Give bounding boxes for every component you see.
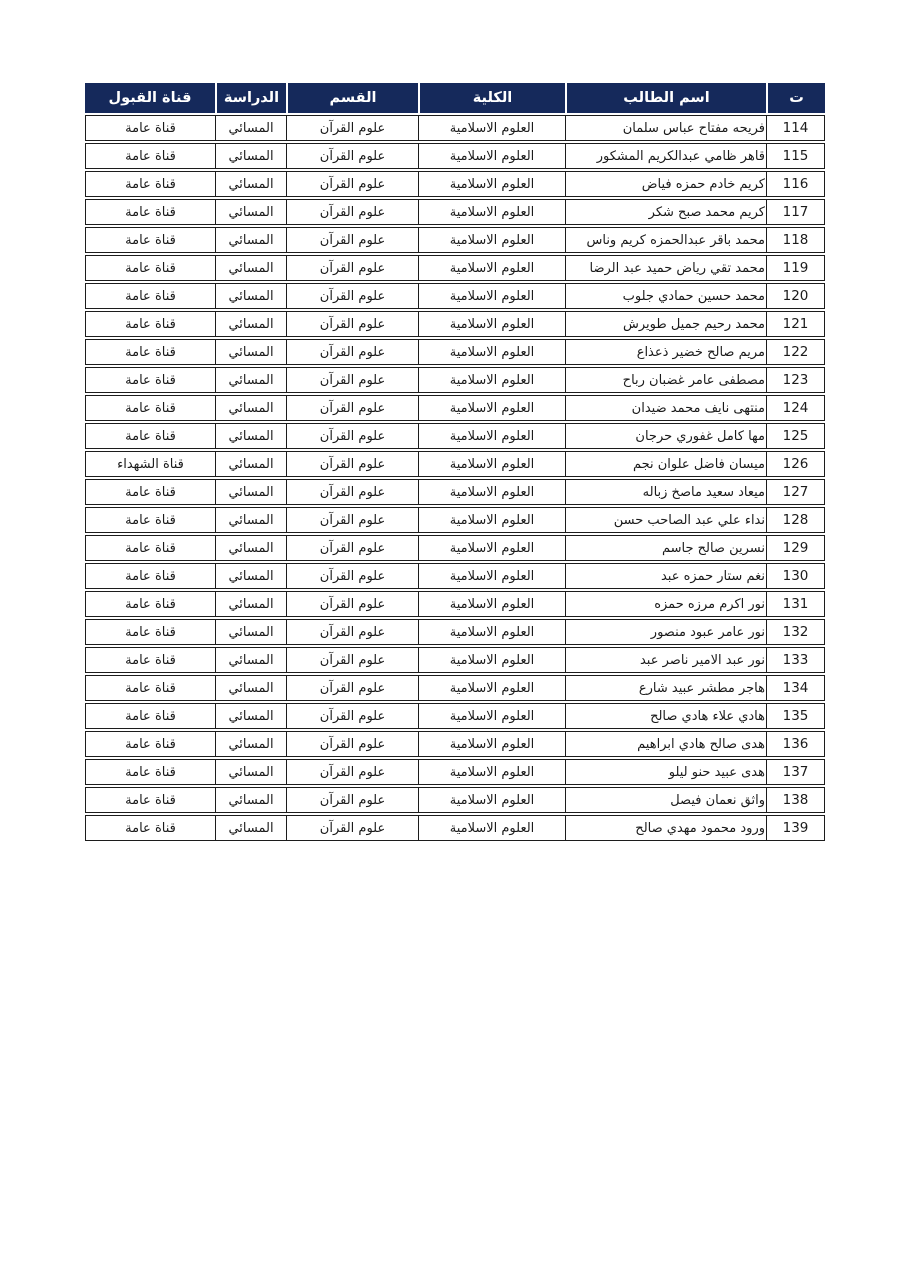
cell-student-name: نور عبد الامير ناصر عبد: [566, 648, 767, 672]
cell-admission-channel: قناة عامة: [86, 396, 216, 420]
cell-admission-channel: قناة عامة: [86, 424, 216, 448]
cell-college: العلوم الاسلامية: [419, 368, 566, 392]
cell-student-name: محمد حسين حمادي جلوب: [566, 284, 767, 308]
cell-study: المسائي: [216, 732, 287, 756]
cell-department: علوم القرآن: [287, 592, 419, 616]
cell-serial: 139: [782, 820, 809, 836]
table-row: [85, 563, 825, 589]
cell-department: علوم القرآن: [287, 536, 419, 560]
cell-study: المسائي: [216, 144, 287, 168]
cell-study: المسائي: [216, 200, 287, 224]
cell-student-name: محمد تقي رياض حميد عبد الرضا: [566, 256, 767, 280]
cell-department: علوم القرآن: [287, 788, 419, 812]
cell-admission-channel: قناة عامة: [86, 704, 216, 728]
cell-serial: 116: [782, 176, 809, 192]
cell-admission-channel: قناة عامة: [86, 144, 216, 168]
cell-admission-channel: قناة عامة: [86, 564, 216, 588]
cell-college: العلوم الاسلامية: [419, 788, 566, 812]
cell-student-name: نور اكرم مرزه حمزه: [566, 592, 767, 616]
cell-serial: 132: [782, 624, 809, 640]
cell-admission-channel: قناة عامة: [86, 284, 216, 308]
table-row: [85, 283, 825, 309]
cell-student-name: نداء علي عبد الصاحب حسن: [566, 508, 767, 532]
cell-college: العلوم الاسلامية: [419, 480, 566, 504]
cell-department: علوم القرآن: [287, 620, 419, 644]
cell-department: علوم القرآن: [287, 452, 419, 476]
cell-student-name: نسرين صالح جاسم: [566, 536, 767, 560]
cell-serial: 133: [782, 652, 809, 668]
table-row: [85, 787, 825, 813]
cell-admission-channel: قناة عامة: [86, 648, 216, 672]
cell-student-name: كريم محمد صبح شكر: [566, 200, 767, 224]
cell-college: العلوم الاسلامية: [419, 816, 566, 840]
cell-college: العلوم الاسلامية: [419, 424, 566, 448]
cell-department: علوم القرآن: [287, 228, 419, 252]
table-body: [85, 115, 825, 841]
cell-study: المسائي: [216, 172, 287, 196]
cell-department: علوم القرآن: [287, 816, 419, 840]
cell-serial: 114: [782, 120, 809, 136]
cell-college: العلوم الاسلامية: [419, 732, 566, 756]
cell-student-name: كريم خادم حمزه فياض: [566, 172, 767, 196]
cell-college: العلوم الاسلامية: [419, 452, 566, 476]
cell-admission-channel: قناة عامة: [86, 228, 216, 252]
cell-student-name: ورود محمود مهدي صالح: [566, 816, 767, 840]
cell-admission-channel: قناة عامة: [86, 676, 216, 700]
cell-college: العلوم الاسلامية: [419, 228, 566, 252]
cell-study: المسائي: [216, 704, 287, 728]
cell-serial: 115: [782, 148, 809, 164]
cell-study: المسائي: [216, 452, 287, 476]
cell-college: العلوم الاسلامية: [419, 116, 566, 140]
cell-student-name: هاجر مطشر عبيد شارع: [566, 676, 767, 700]
cell-student-name: مريم صالح خضير ذعذاع: [566, 340, 767, 364]
table-row: [85, 115, 825, 141]
cell-department: علوم القرآن: [287, 704, 419, 728]
cell-admission-channel: قناة عامة: [86, 480, 216, 504]
header-serial: ت: [768, 83, 825, 113]
cell-serial: 124: [782, 400, 809, 416]
cell-student-name: ميعاد سعيد ماصخ زباله: [566, 480, 767, 504]
cell-college: العلوم الاسلامية: [419, 620, 566, 644]
cell-college: العلوم الاسلامية: [419, 396, 566, 420]
table-row: [85, 395, 825, 421]
cell-college: العلوم الاسلامية: [419, 284, 566, 308]
cell-admission-channel: قناة عامة: [86, 116, 216, 140]
cell-admission-channel: قناة عامة: [86, 312, 216, 336]
table-row: [85, 535, 825, 561]
cell-college: العلوم الاسلامية: [419, 564, 566, 588]
header-study: الدراسة: [217, 83, 288, 113]
cell-serial: 136: [782, 736, 809, 752]
cell-study: المسائي: [216, 620, 287, 644]
table-row: [85, 171, 825, 197]
cell-serial: 135: [782, 708, 809, 724]
cell-study: المسائي: [216, 480, 287, 504]
cell-department: علوم القرآن: [287, 172, 419, 196]
cell-admission-channel: قناة الشهداء: [86, 452, 216, 476]
cell-serial: 121: [782, 316, 809, 332]
table-row: [85, 227, 825, 253]
cell-study: المسائي: [216, 340, 287, 364]
cell-serial: 129: [782, 540, 809, 556]
header-admission-channel: قناة القبول: [85, 83, 217, 113]
cell-college: العلوم الاسلامية: [419, 312, 566, 336]
cell-admission-channel: قناة عامة: [86, 816, 216, 840]
cell-student-name: منتهى نايف محمد ضيدان: [566, 396, 767, 420]
cell-study: المسائي: [216, 676, 287, 700]
cell-serial: 117: [782, 204, 809, 220]
cell-serial: 123: [782, 372, 809, 388]
cell-college: العلوم الاسلامية: [419, 704, 566, 728]
cell-department: علوم القرآن: [287, 396, 419, 420]
cell-serial: 118: [782, 232, 809, 248]
table-row: [85, 367, 825, 393]
cell-college: العلوم الاسلامية: [419, 592, 566, 616]
cell-department: علوم القرآن: [287, 732, 419, 756]
cell-department: علوم القرآن: [287, 564, 419, 588]
cell-admission-channel: قناة عامة: [86, 172, 216, 196]
cell-study: المسائي: [216, 760, 287, 784]
cell-student-name: محمد رحيم جميل طويرش: [566, 312, 767, 336]
cell-student-name: هدى صالح هادي ابراهيم: [566, 732, 767, 756]
cell-student-name: محمد باقر عبدالحمزه كريم وناس: [566, 228, 767, 252]
cell-department: علوم القرآن: [287, 312, 419, 336]
cell-student-name: واثق نعمان فيصل: [566, 788, 767, 812]
cell-study: المسائي: [216, 256, 287, 280]
cell-department: علوم القرآن: [287, 648, 419, 672]
cell-study: المسائي: [216, 312, 287, 336]
cell-college: العلوم الاسلامية: [419, 536, 566, 560]
table-row: [85, 199, 825, 225]
cell-college: العلوم الاسلامية: [419, 144, 566, 168]
table-row: [85, 255, 825, 281]
cell-admission-channel: قناة عامة: [86, 788, 216, 812]
cell-study: المسائي: [216, 788, 287, 812]
students-table: [85, 83, 825, 843]
cell-serial: 120: [782, 288, 809, 304]
table-row: [85, 731, 825, 757]
cell-serial: 125: [782, 428, 809, 444]
cell-college: العلوم الاسلامية: [419, 508, 566, 532]
cell-student-name: هادي علاء هادي صالح: [566, 704, 767, 728]
cell-department: علوم القرآن: [287, 256, 419, 280]
table-row: [85, 423, 825, 449]
header-student-name: اسم الطالب: [567, 83, 768, 113]
cell-department: علوم القرآن: [287, 340, 419, 364]
table-row: [85, 591, 825, 617]
table-row: [85, 339, 825, 365]
table-row: [85, 647, 825, 673]
cell-study: المسائي: [216, 564, 287, 588]
table-row: [85, 479, 825, 505]
cell-serial: 131: [782, 596, 809, 612]
cell-student-name: فريحه مفتاح عباس سلمان: [566, 116, 767, 140]
cell-study: المسائي: [216, 508, 287, 532]
cell-department: علوم القرآن: [287, 200, 419, 224]
cell-college: العلوم الاسلامية: [419, 200, 566, 224]
cell-study: المسائي: [216, 424, 287, 448]
table-row: [85, 759, 825, 785]
cell-serial: 122: [782, 344, 809, 360]
cell-department: علوم القرآن: [287, 676, 419, 700]
cell-serial: 119: [782, 260, 809, 276]
cell-department: علوم القرآن: [287, 284, 419, 308]
cell-department: علوم القرآن: [287, 424, 419, 448]
cell-admission-channel: قناة عامة: [86, 620, 216, 644]
table-row: [85, 675, 825, 701]
cell-college: العلوم الاسلامية: [419, 172, 566, 196]
cell-student-name: مها كامل غفوري حرجان: [566, 424, 767, 448]
cell-admission-channel: قناة عامة: [86, 508, 216, 532]
cell-student-name: مصطفى عامر غضبان رباح: [566, 368, 767, 392]
table-row: [85, 507, 825, 533]
cell-college: العلوم الاسلامية: [419, 648, 566, 672]
cell-admission-channel: قناة عامة: [86, 536, 216, 560]
table-row: [85, 451, 825, 477]
table-header-row: [85, 83, 825, 113]
table-row: [85, 815, 825, 841]
cell-student-name: نور عامر عبود منصور: [566, 620, 767, 644]
cell-study: المسائي: [216, 536, 287, 560]
cell-department: علوم القرآن: [287, 508, 419, 532]
cell-serial: 130: [782, 568, 809, 584]
cell-admission-channel: قناة عامة: [86, 256, 216, 280]
cell-serial: 127: [782, 484, 809, 500]
cell-serial: 134: [782, 680, 809, 696]
cell-admission-channel: قناة عامة: [86, 340, 216, 364]
cell-student-name: ميسان فاضل علوان نجم: [566, 452, 767, 476]
cell-serial: 126: [782, 456, 809, 472]
cell-department: علوم القرآن: [287, 480, 419, 504]
cell-study: المسائي: [216, 116, 287, 140]
cell-college: العلوم الاسلامية: [419, 760, 566, 784]
header-college: الكلية: [420, 83, 567, 113]
table-row: [85, 619, 825, 645]
cell-student-name: هدى عبيد حنو ليلو: [566, 760, 767, 784]
header-department: القسم: [288, 83, 420, 113]
cell-department: علوم القرآن: [287, 368, 419, 392]
cell-student-name: نغم ستار حمزه عبد: [566, 564, 767, 588]
cell-department: علوم القرآن: [287, 144, 419, 168]
cell-serial: 138: [782, 792, 809, 808]
cell-admission-channel: قناة عامة: [86, 368, 216, 392]
cell-serial: 137: [782, 764, 809, 780]
table-row: [85, 703, 825, 729]
cell-study: المسائي: [216, 284, 287, 308]
cell-study: المسائي: [216, 396, 287, 420]
cell-admission-channel: قناة عامة: [86, 592, 216, 616]
table-row: [85, 143, 825, 169]
cell-study: المسائي: [216, 228, 287, 252]
cell-college: العلوم الاسلامية: [419, 676, 566, 700]
cell-study: المسائي: [216, 368, 287, 392]
cell-admission-channel: قناة عامة: [86, 732, 216, 756]
table-row: [85, 311, 825, 337]
cell-college: العلوم الاسلامية: [419, 256, 566, 280]
cell-student-name: قاهر ظامي عبدالكريم المشكور: [566, 144, 767, 168]
cell-department: علوم القرآن: [287, 116, 419, 140]
cell-college: العلوم الاسلامية: [419, 340, 566, 364]
cell-admission-channel: قناة عامة: [86, 200, 216, 224]
cell-admission-channel: قناة عامة: [86, 760, 216, 784]
cell-department: علوم القرآن: [287, 760, 419, 784]
cell-serial: 128: [782, 512, 809, 528]
cell-study: المسائي: [216, 816, 287, 840]
cell-study: المسائي: [216, 648, 287, 672]
cell-study: المسائي: [216, 592, 287, 616]
